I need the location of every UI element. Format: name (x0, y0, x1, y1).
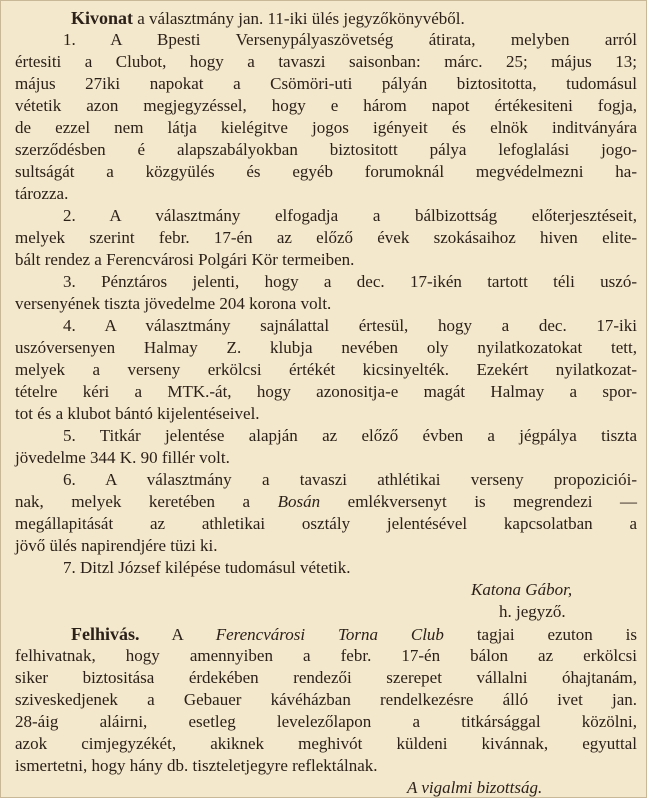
minutes-line-italic (15, 491, 637, 513)
notice-line-part: tagjai ezuton is (476, 625, 637, 644)
minutes-line: szerződésben é alapszabályokban biztositott pálya lefoglalási jogo- (15, 140, 637, 159)
minutes-heading-line (15, 7, 637, 29)
minutes-line: uszóversenyen Halmay Z. klubja nevében oly nyilatkozatokat tett, (15, 338, 637, 357)
minutes-line: 5. Titkár jelentése alapján az előző évben a jégpálya tiszta (63, 426, 637, 445)
signature-title: h. jegyző. (499, 602, 566, 621)
notice-heading-line (15, 623, 637, 645)
minutes-line: tételre kéri a MTK.-át, hogy azonositja-e magát Halmay a spor- (15, 382, 637, 401)
notice-signature-line (15, 777, 637, 799)
minutes-line: 7. Ditzl József kilépése tudomásul vétetik. (63, 558, 351, 577)
notice-line: siker biztositása érdekében rendezői szerepet vállalni óhajtanám, (15, 668, 637, 687)
minutes-line: értesiti a Clubot, hogy a tavaszi saisonban: márc. 25; május 13; (15, 52, 637, 71)
minutes-heading: Kivonat (71, 8, 134, 28)
notice-heading: Felhivás. (71, 624, 140, 644)
notice-line: azok cimjegyzékét, akiknek meghivót küldeni kivánnak, egyuttal (15, 734, 637, 753)
minutes-line: vétetik azon megjegyzéssel, hogy e három napot értékesiteni fogja, (15, 96, 637, 115)
minutes-line: melyek a verseny erkölcsi értékét kicsinyelték. Ezekért nyilatkozat- (15, 360, 637, 379)
club-name: Ferencvárosi Torna Club (215, 625, 444, 644)
italic-name: Bosán (277, 492, 321, 511)
minutes-line: tot és a klubot bántó kijelentéseivel. (15, 404, 260, 423)
minutes-line: sultságát a közgyülés és egyéb forumoknál megvédelmezni ha- (15, 162, 637, 181)
notice-line: felhivatnak, hogy amennyiben a febr. 17-én bálon az erkölcsi (15, 646, 637, 665)
minutes-line: megállapitását az athletikai osztály jelentésével kapcsolatban a (15, 514, 637, 533)
minutes-heading-rest: a választmány jan. 11-iki ülés jegyzőkönyvéből. (137, 9, 465, 28)
notice-section (15, 623, 637, 799)
minutes-line: de ezzel nem látja kielégitve jogos igényeit és elnök inditványára (15, 118, 637, 137)
signature-name-line (15, 579, 637, 601)
minutes-line: 4. A választmány sajnálattal értesül, hogy a dec. 17-iki (63, 316, 637, 335)
minutes-line: bált rendez a Ferencvárosi Polgári Kör termeiben. (15, 250, 355, 269)
signature-name: Katona Gábor, (471, 580, 573, 599)
minutes-line-part: nak, melyek keretében a (15, 492, 251, 511)
minutes-line: 1. A Bpesti Versenypályaszövetség átirata, melyben arról (63, 30, 637, 49)
notice-line-part: A (171, 625, 183, 644)
minutes-line: 2. A választmány elfogadja a bálbizottság előterjesztéseit, (63, 206, 637, 225)
notice-line: 28-áig aláirni, esetleg levelezőlapon a titkársággal közölni, (15, 712, 637, 731)
minutes-line: jövedelme 344 K. 90 fillér volt. (15, 448, 230, 467)
minutes-line: 3. Pénztáros jelenti, hogy a dec. 17-ikén tartott téli uszó- (63, 272, 637, 291)
minutes-line: május 27iki napokat a Csömöri-uti pályán biztositotta, tudomásul (15, 74, 637, 93)
notice-line: ismertetni, hogy hány db. tiszteletjegyre reflektálnak. (15, 756, 378, 775)
minutes-line: versenyének tiszta jövedelme 204 korona volt. (15, 294, 332, 313)
notice-line: sziveskedjenek a Gebauer kávéházban rendelkezésre álló ivet jan. (15, 690, 637, 709)
minutes-line: 6. A választmány a tavaszi athlétikai verseny propoziciói- (63, 470, 637, 489)
minutes-line: tározza. (15, 184, 69, 203)
minutes-line: jövő ülés napirendjére tüzi ki. (15, 536, 218, 555)
notice-signature: A vigalmi bizottság. (407, 778, 543, 797)
minutes-line: melyek szerint febr. 17-én az előző évek szokásaihoz hiven elite- (15, 228, 637, 247)
minutes-section (15, 7, 637, 623)
minutes-line-part: emlékversenyt is megrendezi — (347, 492, 638, 511)
